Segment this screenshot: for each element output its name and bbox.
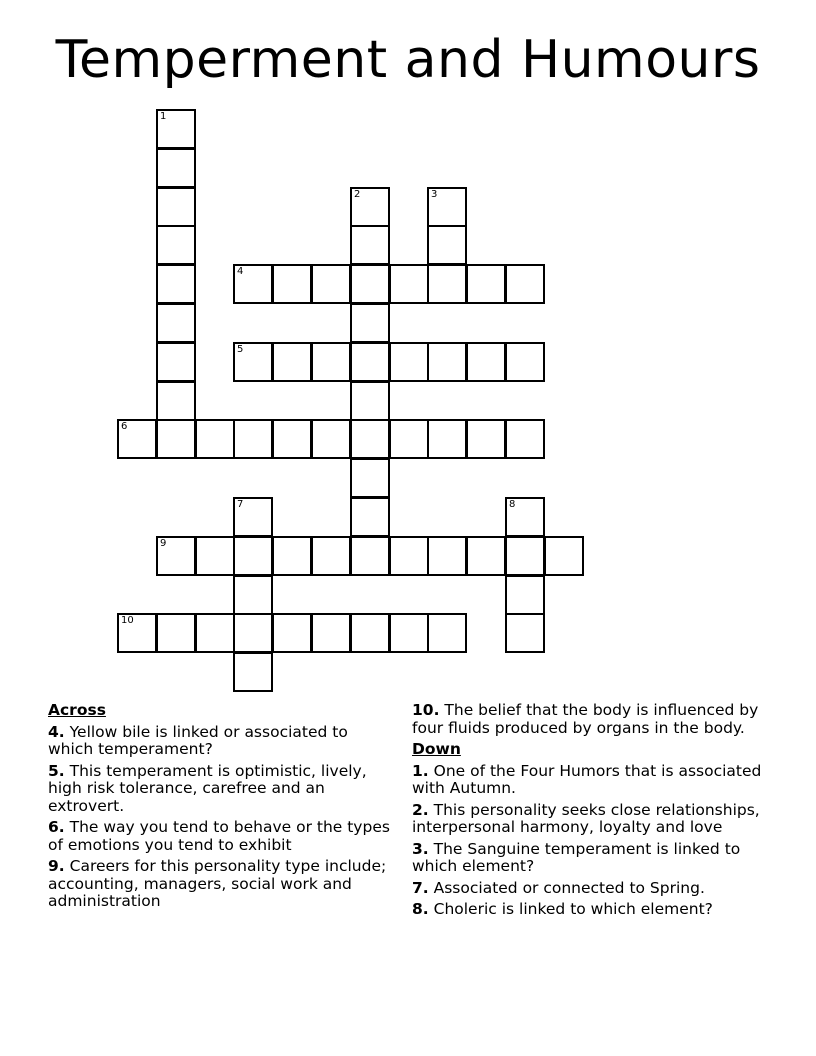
- crossword-cell[interactable]: [466, 536, 506, 576]
- crossword-cell[interactable]: [466, 419, 506, 459]
- crossword-cell[interactable]: [389, 264, 429, 304]
- crossword-cell[interactable]: [233, 264, 273, 304]
- crossword-cell[interactable]: [272, 342, 312, 382]
- crossword-cell[interactable]: [505, 575, 545, 615]
- crossword-cell[interactable]: [389, 419, 429, 459]
- crossword-cell[interactable]: [195, 419, 235, 459]
- cell-number: 1: [160, 111, 167, 122]
- clue-across-4: [48, 724, 393, 759]
- crossword-cell[interactable]: [505, 342, 545, 382]
- crossword-cell[interactable]: [272, 613, 312, 653]
- crossword-cell[interactable]: [350, 419, 390, 459]
- crossword-cell[interactable]: [311, 342, 351, 382]
- crossword-cell[interactable]: [350, 342, 390, 382]
- cell-number: 7: [237, 499, 244, 510]
- clue-down-1: [412, 763, 764, 798]
- crossword-cell[interactable]: [311, 613, 351, 653]
- clue-number: 1.: [412, 761, 429, 780]
- crossword-cell[interactable]: [350, 497, 390, 537]
- crossword-cell[interactable]: [156, 109, 196, 149]
- crossword-cell[interactable]: [350, 187, 390, 227]
- crossword-cell[interactable]: [195, 536, 235, 576]
- clue-number: 7.: [412, 878, 429, 897]
- crossword-cell[interactable]: [156, 419, 196, 459]
- crossword-cell[interactable]: [427, 225, 467, 265]
- crossword-cell[interactable]: [233, 652, 273, 692]
- crossword-cell[interactable]: [350, 381, 390, 421]
- cell-number: 2: [354, 189, 361, 200]
- cell-number: 9: [160, 538, 167, 549]
- crossword-cell[interactable]: [350, 536, 390, 576]
- crossword-cell[interactable]: [311, 419, 351, 459]
- crossword-cell[interactable]: [389, 536, 429, 576]
- crossword-cell[interactable]: [350, 613, 390, 653]
- crossword-cell[interactable]: [156, 536, 196, 576]
- clue-across-10: [412, 702, 764, 737]
- clue-text: Careers for this personality type include; accounting, managers, social work and administration: [48, 857, 387, 910]
- crossword-cell[interactable]: [233, 342, 273, 382]
- across-heading: Across: [48, 701, 106, 719]
- cell-number: 6: [121, 421, 128, 432]
- clue-number: 2.: [412, 800, 429, 819]
- crossword-cell[interactable]: [350, 458, 390, 498]
- crossword-cell[interactable]: [233, 419, 273, 459]
- clue-text: One of the Four Humors that is associated with Autumn.: [412, 761, 762, 797]
- crossword-cell[interactable]: [505, 613, 545, 653]
- crossword-cell[interactable]: [427, 342, 467, 382]
- clue-number: 5.: [48, 761, 65, 780]
- clues-left-column: [48, 702, 393, 915]
- clue-down-2: [412, 802, 764, 837]
- crossword-cell[interactable]: [156, 225, 196, 265]
- crossword-cell[interactable]: [233, 497, 273, 537]
- cell-number: 10: [121, 615, 134, 626]
- crossword-cell[interactable]: [466, 342, 506, 382]
- clue-text: The belief that the body is influenced by four fluids produced by organs in the body.: [412, 701, 759, 737]
- clue-number: 10.: [412, 701, 440, 719]
- crossword-cell[interactable]: [389, 613, 429, 653]
- crossword-cell[interactable]: [195, 613, 235, 653]
- crossword-cell[interactable]: [233, 613, 273, 653]
- crossword-cell[interactable]: [117, 419, 157, 459]
- crossword-cell[interactable]: [117, 613, 157, 653]
- clue-down-7: [412, 880, 764, 898]
- crossword-cell[interactable]: [156, 613, 196, 653]
- crossword-cell[interactable]: [311, 536, 351, 576]
- clue-across-9: [48, 858, 393, 911]
- page-title: Temperment and Humours: [55, 30, 761, 90]
- crossword-cell[interactable]: [427, 187, 467, 227]
- crossword-cell[interactable]: [350, 225, 390, 265]
- crossword-cell[interactable]: [544, 536, 584, 576]
- crossword-cell[interactable]: [350, 303, 390, 343]
- crossword-cell[interactable]: [233, 575, 273, 615]
- crossword-cell[interactable]: [427, 419, 467, 459]
- clue-text: This personality seeks close relationships, interpersonal harmony, loyalty and love: [412, 800, 760, 836]
- clue-number: 4.: [48, 722, 65, 741]
- clue-across-5: [48, 763, 393, 816]
- crossword-cell[interactable]: [505, 419, 545, 459]
- crossword-cell[interactable]: [350, 264, 390, 304]
- clue-down-8: [412, 901, 764, 919]
- crossword-cell[interactable]: [156, 303, 196, 343]
- crossword-cell[interactable]: [156, 342, 196, 382]
- crossword-cell[interactable]: [311, 264, 351, 304]
- cell-number: 4: [237, 266, 244, 277]
- crossword-cell[interactable]: [466, 264, 506, 304]
- crossword-cell[interactable]: [505, 536, 545, 576]
- crossword-cell[interactable]: [233, 536, 273, 576]
- clue-across-6: [48, 819, 393, 854]
- clue-text: The way you tend to behave or the types of emotions you tend to exhibit: [48, 818, 390, 854]
- crossword-cell[interactable]: [272, 536, 312, 576]
- cell-number: 3: [431, 189, 438, 200]
- clue-text: The Sanguine temperament is linked to which element?: [412, 839, 741, 875]
- crossword-cell[interactable]: [156, 264, 196, 304]
- crossword-cell[interactable]: [389, 342, 429, 382]
- clue-text: Yellow bile is linked or associated to which temperament?: [48, 722, 348, 758]
- crossword-cell[interactable]: [427, 264, 467, 304]
- crossword-cell[interactable]: [156, 381, 196, 421]
- crossword-cell[interactable]: [505, 497, 545, 537]
- crossword-cell[interactable]: [427, 613, 467, 653]
- clue-text: Associated or connected to Spring.: [433, 878, 705, 897]
- crossword-cell[interactable]: [272, 264, 312, 304]
- clue-text: Choleric is linked to which element?: [433, 900, 713, 918]
- clues-right-column: [412, 702, 764, 923]
- clue-number: 9.: [48, 857, 65, 875]
- cell-number: 8: [509, 499, 516, 510]
- crossword-cell[interactable]: [156, 187, 196, 227]
- down-heading: Down: [412, 740, 461, 758]
- crossword-cell[interactable]: [156, 148, 196, 188]
- crossword-cell[interactable]: [427, 536, 467, 576]
- clue-text: This temperament is optimistic, lively, high risk tolerance, carefree and an extrovert.: [48, 761, 367, 815]
- crossword-cell[interactable]: [505, 264, 545, 304]
- clue-number: 8.: [412, 900, 429, 918]
- clue-down-3: [412, 841, 764, 876]
- clue-number: 3.: [412, 839, 429, 858]
- crossword-cell[interactable]: [272, 419, 312, 459]
- cell-number: 5: [237, 344, 244, 355]
- clue-number: 6.: [48, 818, 65, 836]
